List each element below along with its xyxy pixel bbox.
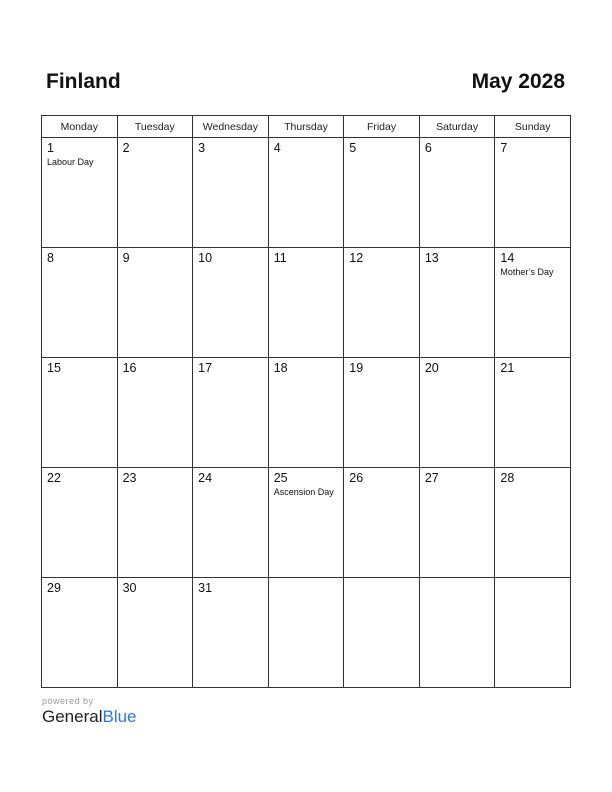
day-number: 27	[424, 471, 439, 485]
day-cell[interactable]	[117, 358, 193, 468]
day-cell[interactable]	[193, 358, 269, 468]
day-number: 6	[424, 141, 432, 155]
empty-day-cell	[495, 578, 571, 688]
week-row	[42, 358, 571, 468]
empty-day-cell	[344, 578, 420, 688]
brand-logo[interactable]	[42, 707, 137, 727]
weekday-header: Monday	[42, 116, 118, 138]
day-cell[interactable]	[268, 358, 344, 468]
day-cell[interactable]	[193, 138, 269, 248]
day-number: 20	[424, 361, 439, 375]
weekday-header-row	[42, 116, 571, 138]
day-number: 21	[500, 361, 515, 375]
day-number: 5	[349, 141, 357, 155]
day-number: 9	[122, 251, 130, 265]
day-number: 25	[273, 471, 288, 485]
brand-general: General	[42, 707, 103, 726]
day-cell[interactable]	[495, 358, 571, 468]
day-cell[interactable]	[268, 468, 344, 578]
week-row	[42, 578, 571, 688]
day-number: 28	[500, 471, 515, 485]
day-cell[interactable]	[344, 248, 420, 358]
day-cell[interactable]	[42, 578, 118, 688]
day-cell[interactable]	[419, 248, 495, 358]
day-cell[interactable]	[419, 358, 495, 468]
empty-day-cell	[419, 578, 495, 688]
week-row	[42, 138, 571, 248]
day-number: 19	[349, 361, 364, 375]
day-cell[interactable]	[42, 138, 118, 248]
day-cell[interactable]	[268, 138, 344, 248]
holiday-label: Ascension Day	[273, 487, 334, 497]
day-cell[interactable]	[495, 248, 571, 358]
day-cell[interactable]	[117, 578, 193, 688]
day-number: 7	[500, 141, 508, 155]
brand-blue: Blue	[102, 707, 137, 726]
weekday-header: Tuesday	[117, 116, 193, 138]
week-row	[42, 468, 571, 578]
weekday-header: Sunday	[495, 116, 571, 138]
day-number: 1	[47, 141, 54, 155]
holiday-label: Mother’s Day	[500, 267, 554, 277]
calendar-grid	[41, 115, 571, 688]
day-number: 31	[198, 581, 213, 595]
day-number: 16	[122, 361, 137, 375]
day-number: 3	[198, 141, 206, 155]
day-cell[interactable]	[117, 138, 193, 248]
footer-branding	[42, 696, 137, 727]
day-cell[interactable]	[42, 468, 118, 578]
day-cell[interactable]	[42, 248, 118, 358]
day-cell[interactable]	[268, 248, 344, 358]
empty-day-cell	[268, 578, 344, 688]
day-number: 18	[273, 361, 288, 375]
day-cell[interactable]	[495, 138, 571, 248]
weekday-header: Saturday	[419, 116, 495, 138]
weekday-header: Friday	[344, 116, 420, 138]
day-number: 24	[198, 471, 213, 485]
day-number: 10	[198, 251, 213, 265]
day-cell[interactable]	[42, 358, 118, 468]
day-number: 8	[47, 251, 54, 265]
day-number: 15	[47, 361, 61, 375]
day-cell[interactable]	[193, 248, 269, 358]
day-number: 30	[122, 581, 137, 595]
day-cell[interactable]	[344, 468, 420, 578]
day-number: 2	[122, 141, 130, 155]
day-cell[interactable]	[495, 468, 571, 578]
day-cell[interactable]	[419, 138, 495, 248]
day-number: 12	[349, 251, 364, 265]
day-number: 17	[198, 361, 213, 375]
day-number: 29	[47, 581, 61, 595]
country-title: Finland	[46, 70, 121, 93]
holiday-label: Labour Day	[47, 157, 94, 167]
weekday-header: Thursday	[268, 116, 344, 138]
day-cell[interactable]	[193, 578, 269, 688]
powered-by-text: powered by	[42, 696, 94, 706]
day-cell[interactable]	[344, 358, 420, 468]
day-number: 14	[500, 251, 515, 265]
day-number: 23	[122, 471, 137, 485]
day-number: 26	[349, 471, 364, 485]
weekday-header: Wednesday	[193, 116, 269, 138]
month-year-title: May 2028	[471, 70, 565, 93]
day-cell[interactable]	[344, 138, 420, 248]
week-row	[42, 248, 571, 358]
day-cell[interactable]	[117, 248, 193, 358]
day-cell[interactable]	[419, 468, 495, 578]
day-cell[interactable]	[193, 468, 269, 578]
day-number: 11	[273, 251, 287, 265]
day-number: 13	[424, 251, 439, 265]
day-number: 22	[47, 471, 61, 485]
day-number: 4	[273, 141, 281, 155]
day-cell[interactable]	[117, 468, 193, 578]
